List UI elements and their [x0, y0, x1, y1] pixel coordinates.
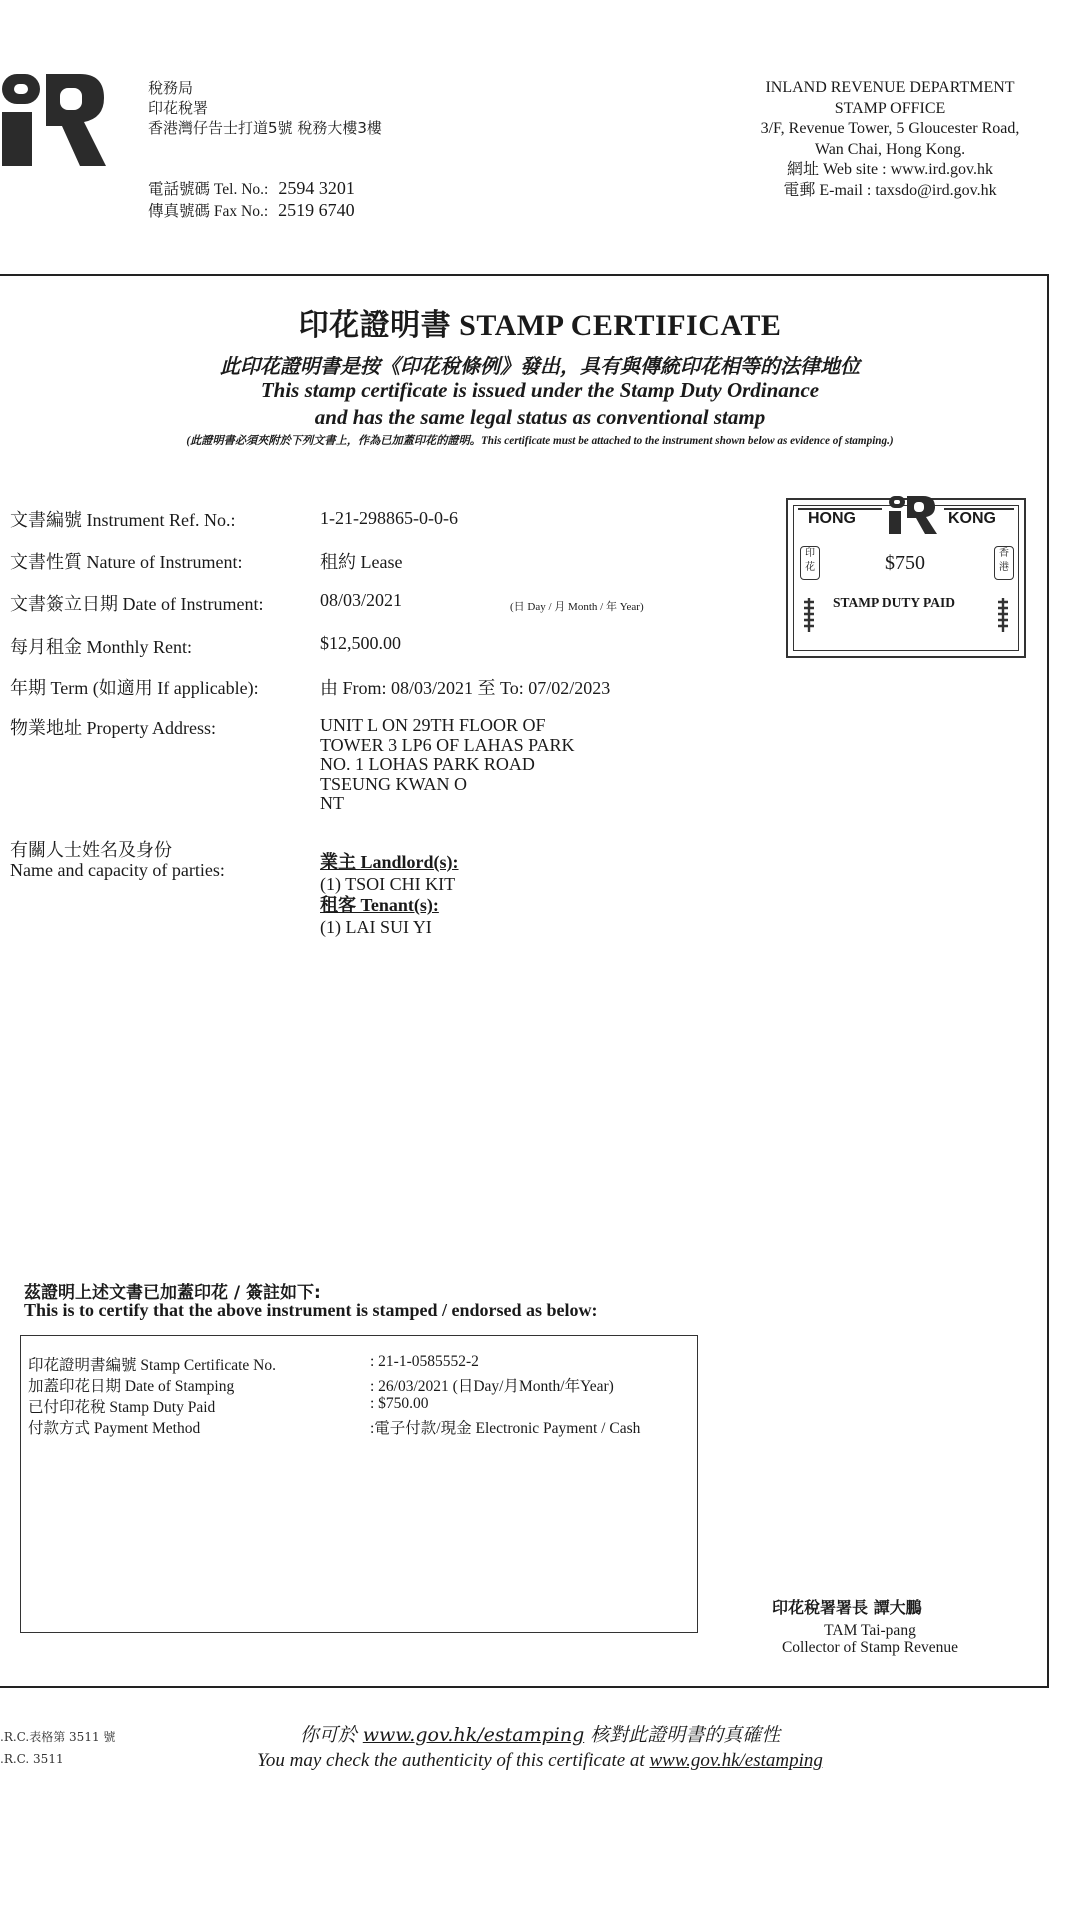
parties-label-en: Name and capacity of parties: — [10, 860, 225, 880]
ref-value: 1-21-298865-0-0-6 — [320, 508, 458, 528]
certificate-title: 印花證明書 STAMP CERTIFICATE — [298, 309, 782, 342]
subtitle-en-line1: This stamp certificate is issued under the Stamp Duty Ordinance — [260, 378, 820, 402]
header-en-address — [720, 78, 1060, 201]
header-contact — [148, 178, 355, 222]
address-label: 物業地址 Property Address: — [10, 718, 216, 738]
term-label: 年期 Term (如適用 If applicable): — [10, 678, 259, 698]
date-value: 08/03/2021 — [320, 590, 403, 610]
website: 網址 Web site : www.ird.gov.hk — [787, 161, 993, 178]
address-line: UNIT L ON 29TH FLOOR OF — [320, 715, 546, 735]
tel-label: 電話號碼 Tel. No.: — [148, 181, 269, 198]
rent-value: $12,500.00 — [320, 633, 401, 653]
endorsement-row-label: 已付印花稅 Stamp Duty Paid — [28, 1399, 216, 1416]
landlord-label: 業主 Landlord(s): — [320, 852, 459, 872]
term-value: 由 From: 08/03/2021 至 To: 07/02/2023 — [320, 678, 611, 698]
stamp-left-chars: 印花 — [800, 546, 820, 580]
date-format-hint: (日 Day / 月 Month / 年 Year) — [510, 601, 644, 613]
endorsement-row-value: : $750.00 — [370, 1395, 429, 1412]
collector-zh: 印花稅署署長 譚大鵬 — [772, 1598, 922, 1617]
certify-heading-en: This is to certify that the above instrument is stamped / endorsed as below: — [24, 1300, 598, 1320]
form-number-zh: .R.C.表格第 3511 號 — [0, 1730, 116, 1744]
parties-label-zh: 有關人士姓名及身份 — [10, 840, 172, 860]
zh-office: 印花稅署 — [148, 99, 209, 117]
collector-name: TAM Tai-pang — [824, 1622, 916, 1639]
tenant-name: (1) LAI SUI YI — [320, 916, 432, 937]
estamping-link[interactable]: www.gov.hk/estamping — [649, 1750, 823, 1771]
ird-logo — [0, 72, 106, 168]
tenant-label: 租客 Tenant(s): — [320, 895, 439, 915]
rent-label: 每月租金 Monthly Rent: — [10, 637, 193, 657]
stamp-kong: KONG — [948, 510, 996, 527]
tel-number: 2594 3201 — [278, 178, 355, 198]
en-address-line2: Wan Chai, Hong Kong. — [814, 140, 966, 158]
parties-list — [320, 852, 459, 938]
collector-title: Collector of Stamp Revenue — [781, 1639, 959, 1656]
address-line: TOWER 3 LP6 OF LAHAS PARK — [320, 734, 575, 755]
subtitle-zh: 此印花證明書是按《印花稅條例》發出，具有與傳統印花相等的法律地位 — [220, 354, 860, 378]
collector-en — [750, 1622, 990, 1656]
date-label: 文書簽立日期 Date of Instrument: — [10, 594, 264, 614]
form-number-en: .R.C. 3511 — [0, 1752, 64, 1766]
ref-label: 文書編號 Instrument Ref. No.: — [10, 510, 236, 530]
address-line: NT — [320, 793, 344, 813]
endorsement-row-value: : 21-1-0585552-2 — [370, 1353, 479, 1370]
parties-label — [10, 840, 225, 880]
email: 電郵 E-mail : taxsdo@ird.gov.hk — [783, 181, 997, 199]
fax-number: 2519 6740 — [278, 200, 355, 220]
estamping-link[interactable]: www.gov.hk/estamping — [362, 1724, 585, 1746]
attachment-note: (此證明書必須夾附於下列文書上，作為已加蓋印花的證明。This certificate must be attached to the instrument shown below as evidence of stamping.) — [186, 435, 894, 447]
endorsement-row-label: 付款方式 Payment Method — [28, 1420, 201, 1437]
stamp-amount: $750 — [885, 552, 925, 574]
stamp-ir-logo — [885, 494, 941, 536]
zh-address: 香港灣仔告士打道5號 稅務大樓3樓 — [148, 119, 382, 137]
stamp-coil-left-icon — [802, 598, 816, 632]
en-office: STAMP OFFICE — [834, 99, 946, 117]
fax-label: 傳真號碼 Fax No.: — [148, 203, 269, 220]
stamp-hong: HONG — [808, 510, 856, 527]
endorsement-row-value: : 26/03/2021 (日Day/月Month/年Year) — [370, 1378, 614, 1395]
address-line: TSEUNG KWAN O — [320, 773, 467, 794]
nature-label: 文書性質 Nature of Instrument: — [10, 552, 243, 572]
en-address-line1: 3/F, Revenue Tower, 5 Gloucester Road, — [760, 120, 1020, 137]
property-address — [320, 716, 575, 814]
address-line: NO. 1 LOHAS PARK ROAD — [320, 754, 535, 774]
nature-value: 租約 Lease — [320, 552, 403, 572]
authenticity-note-en: You may check the authenticity of this certificate at www.gov.hk/estamping — [257, 1750, 823, 1771]
stamp-coil-right-icon — [996, 598, 1010, 632]
endorsement-row-label: 加蓋印花日期 Date of Stamping — [28, 1378, 235, 1395]
authenticity-note-zh: 你可於 www.gov.hk/estamping 核對此證明書的真確性 — [299, 1724, 781, 1746]
endorsement-row-value: :電子付款/現金 Electronic Payment / Cash — [370, 1420, 641, 1437]
stamp-right-chars: 香港 — [994, 546, 1014, 580]
endorsement-row-label: 印花證明書編號 Stamp Certificate No. — [28, 1357, 276, 1374]
stamp-paid-text: STAMP DUTY PAID — [833, 595, 956, 610]
zh-dept: 稅務局 — [148, 79, 194, 97]
landlord-name: (1) TSOI CHI KIT — [320, 873, 456, 894]
en-dept: INLAND REVENUE DEPARTMENT — [765, 79, 1015, 96]
subtitle-en-line2: and has the same legal status as conventional stamp — [314, 405, 766, 429]
header-zh-address — [148, 78, 382, 138]
certify-heading-zh: 茲證明上述文書已加蓋印花 / 簽註如下: — [24, 1283, 321, 1303]
